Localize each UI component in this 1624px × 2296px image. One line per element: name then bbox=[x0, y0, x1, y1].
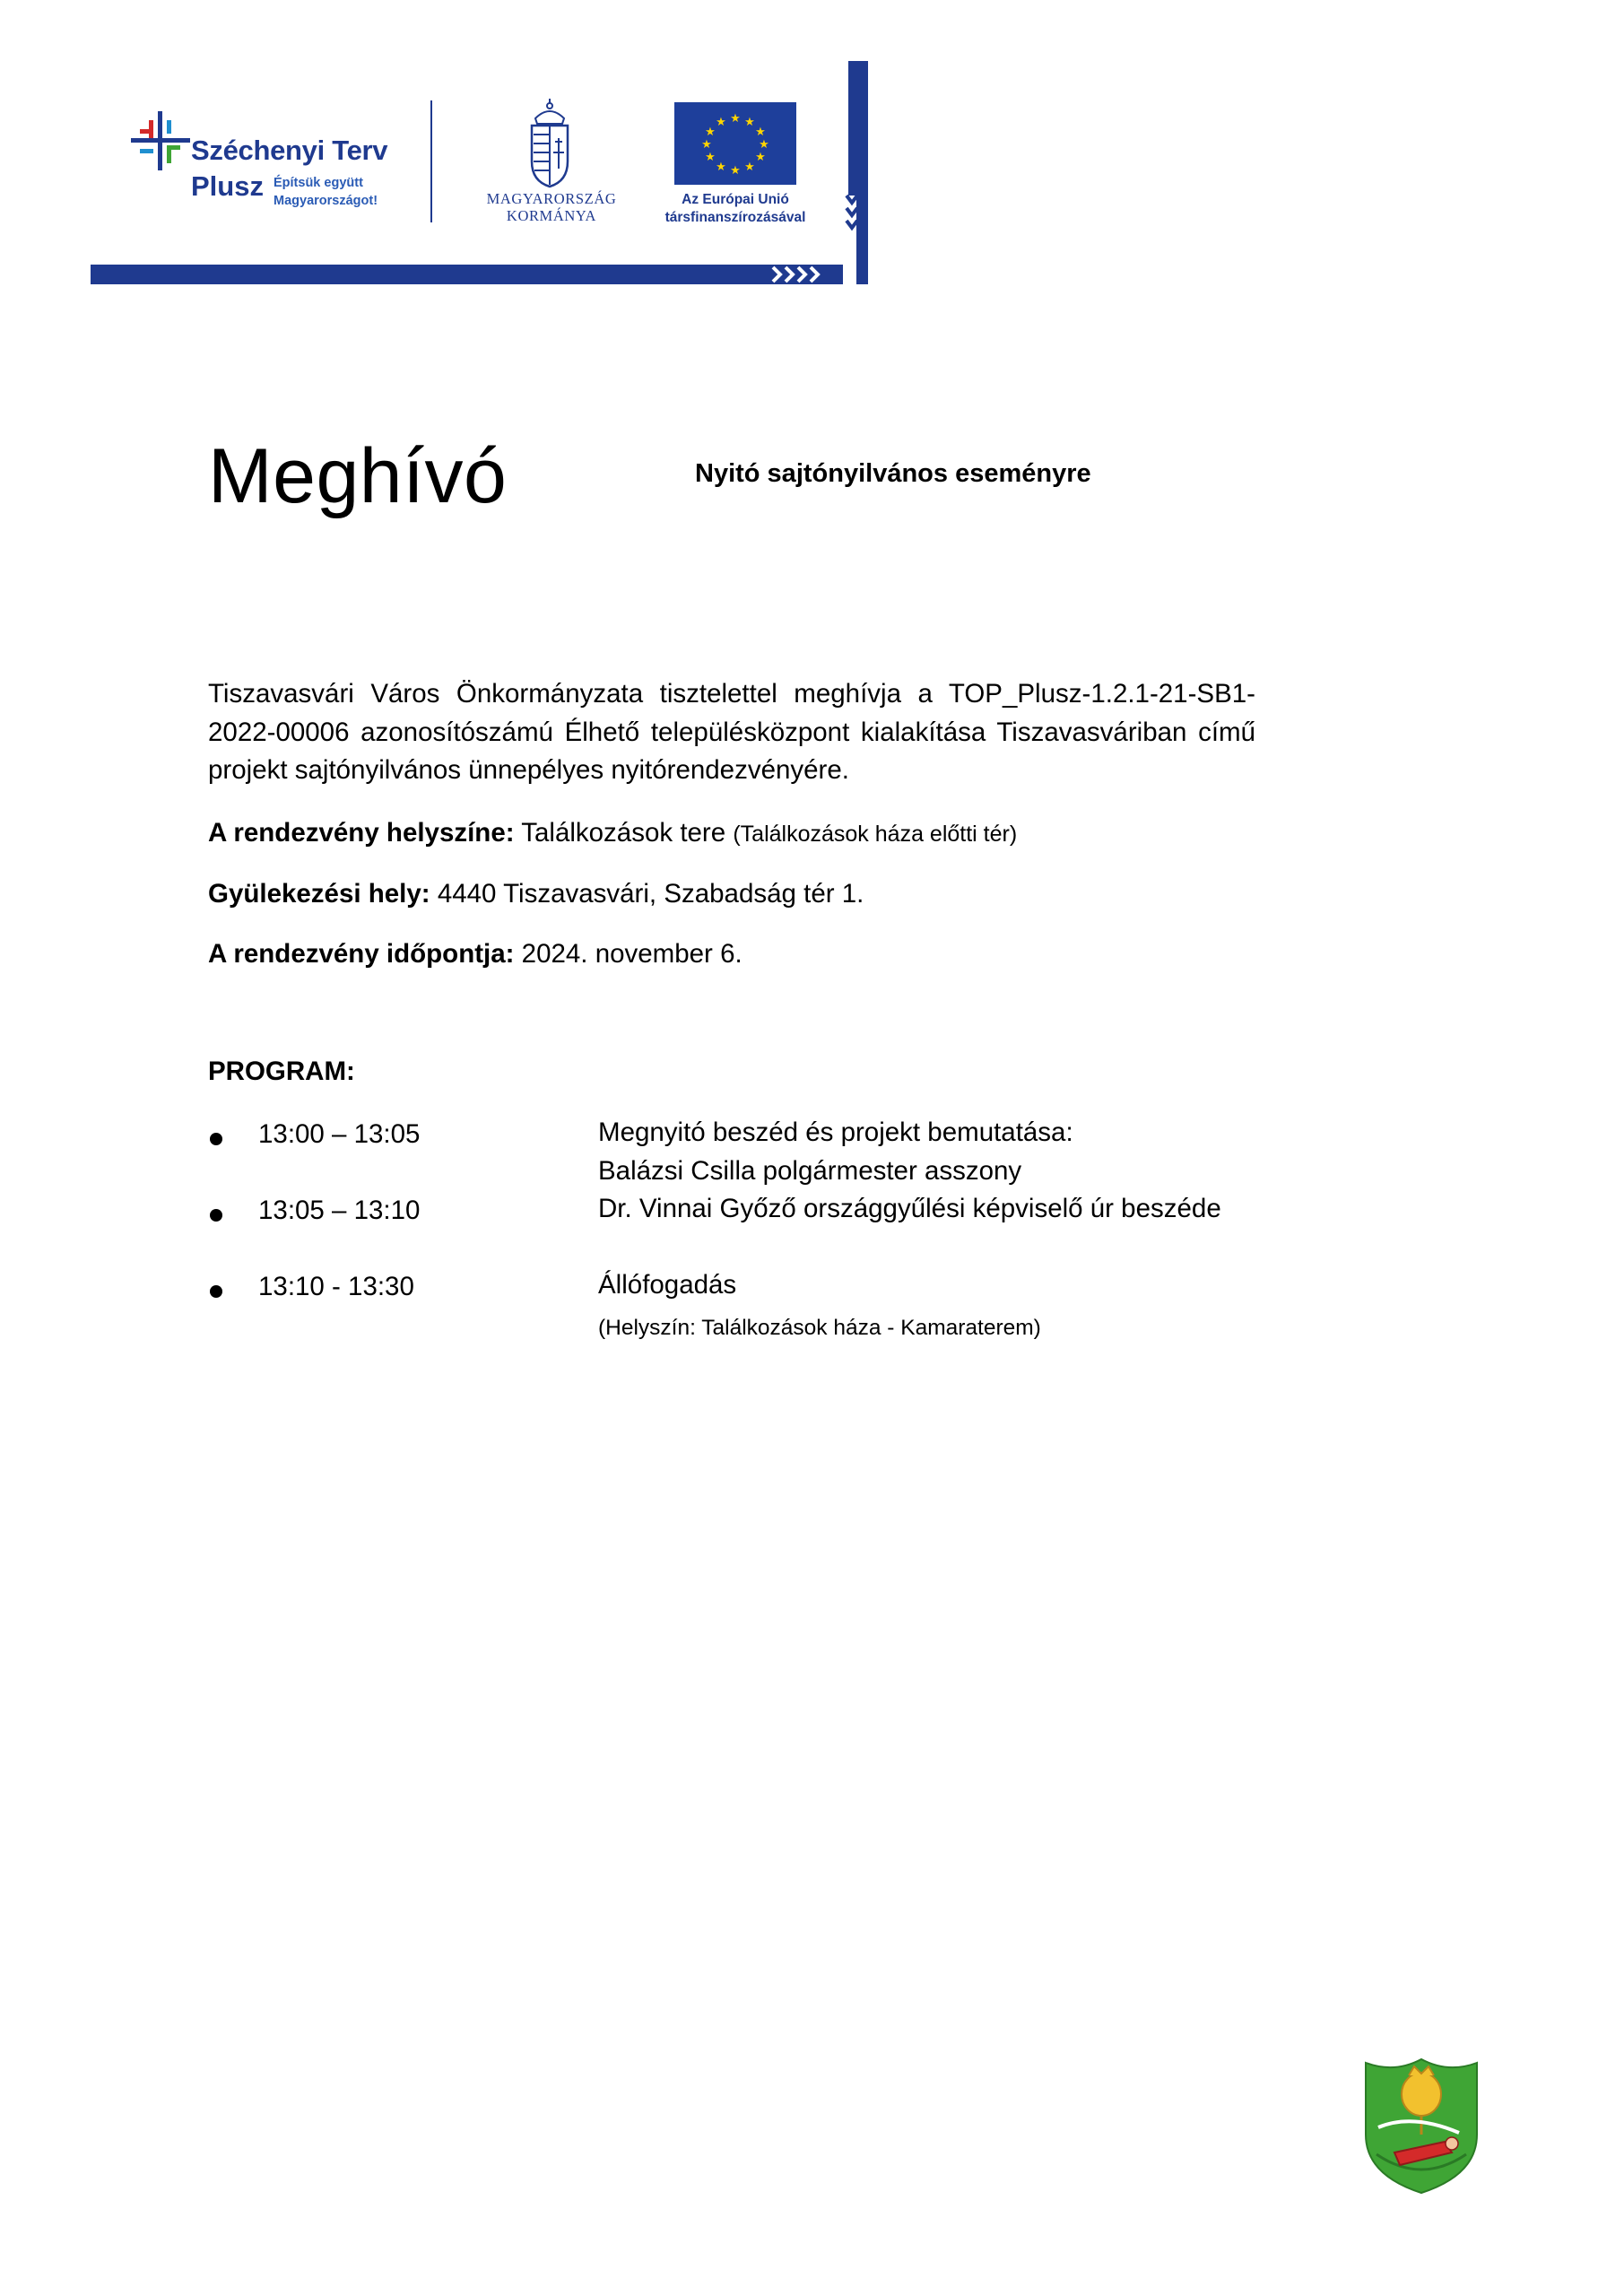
program-bullet bbox=[210, 1133, 222, 1145]
program-time: 13:10 - 13:30 bbox=[258, 1272, 414, 1301]
government-line-1: MAGYARORSZÁG bbox=[486, 190, 617, 207]
program-bullet bbox=[210, 1285, 222, 1298]
program-heading: PROGRAM: bbox=[208, 1057, 355, 1086]
svg-text:★: ★ bbox=[705, 126, 716, 139]
svg-text:★: ★ bbox=[730, 112, 741, 126]
date-label: A rendezvény időpontja: bbox=[208, 939, 515, 969]
szechenyi-slogan bbox=[274, 174, 378, 210]
szechenyi-title: Széchenyi Terv bbox=[191, 135, 388, 166]
date-value: 2024. november 6. bbox=[521, 939, 743, 969]
program-time: 13:00 – 13:05 bbox=[258, 1119, 421, 1149]
page-subtitle: Nyitó sajtónyilvános eseményre bbox=[695, 459, 1091, 488]
program-time: 13:05 – 13:10 bbox=[258, 1196, 421, 1225]
tiszavasvari-crest-icon bbox=[1359, 2054, 1484, 2197]
program-description bbox=[598, 1190, 1221, 1229]
eu-flag-icon bbox=[674, 102, 796, 185]
program-desc-line-1: Megnyitó beszéd és projekt bemutatása: bbox=[598, 1118, 1073, 1147]
date-line bbox=[208, 939, 743, 970]
venue-line bbox=[208, 818, 1017, 848]
program-note: (Helyszín: Találkozások háza - Kamaraterem) bbox=[598, 1316, 1041, 1340]
gathering-label: Gyülekezési hely: bbox=[208, 879, 430, 909]
svg-text:★: ★ bbox=[755, 151, 766, 164]
svg-text:★: ★ bbox=[716, 116, 726, 129]
slogan-line-1: Építsük együtt bbox=[274, 176, 363, 190]
header-banner bbox=[0, 0, 897, 296]
program-desc-line-1: Dr. Vinnai Győző országgyűlési képviselő úr beszéde bbox=[598, 1194, 1221, 1223]
svg-text:★: ★ bbox=[744, 161, 755, 174]
svg-text:★: ★ bbox=[759, 138, 769, 152]
szechenyi-plusz: Plusz bbox=[191, 170, 264, 202]
svg-text:★: ★ bbox=[744, 116, 755, 129]
eu-caption bbox=[641, 191, 829, 227]
page-title: Meghívó bbox=[208, 433, 508, 519]
program-desc-line-2: Balázsi Csilla polgármester asszony bbox=[598, 1155, 1022, 1186]
slogan-line-2: Magyarországot! bbox=[274, 194, 378, 208]
venue-label: A rendezvény helyszíne: bbox=[208, 818, 515, 848]
program-description bbox=[598, 1114, 1073, 1190]
program-desc-line-1: Állófogadás bbox=[598, 1270, 737, 1300]
program-description bbox=[598, 1266, 736, 1305]
venue-value: Találkozások tere bbox=[521, 818, 726, 848]
eu-caption-line-2: társfinanszírozásával bbox=[664, 210, 806, 225]
hungary-government-name bbox=[466, 190, 637, 224]
intro-paragraph: Tiszavasvári Város Önkormányzata tisztelettel meghívja a TOP_Plusz-1.2.1-21-SB1-2022-00006 azonosítószámú Élhető településközpont kialakítása Tiszavasváriban című projekt sajtónyilvános ünnepélyes nyitórendezvényére. bbox=[208, 679, 1255, 785]
svg-text:★: ★ bbox=[716, 161, 726, 174]
gathering-line bbox=[208, 879, 864, 909]
program-bullet bbox=[210, 1209, 222, 1222]
eu-caption-line-1: Az Európai Unió bbox=[682, 192, 789, 207]
svg-text:★: ★ bbox=[730, 164, 741, 178]
svg-text:★: ★ bbox=[701, 138, 712, 152]
venue-note: (Találkozások háza előtti tér) bbox=[733, 822, 1018, 847]
svg-text:★: ★ bbox=[705, 151, 716, 164]
hungary-coat-of-arms-icon bbox=[523, 99, 577, 188]
szechenyi-cross-icon bbox=[129, 109, 192, 172]
government-line-2: KORMÁNYA bbox=[506, 207, 597, 224]
svg-text:★: ★ bbox=[755, 126, 766, 139]
gathering-value: 4440 Tiszavasvári, Szabadság tér 1. bbox=[437, 879, 864, 909]
